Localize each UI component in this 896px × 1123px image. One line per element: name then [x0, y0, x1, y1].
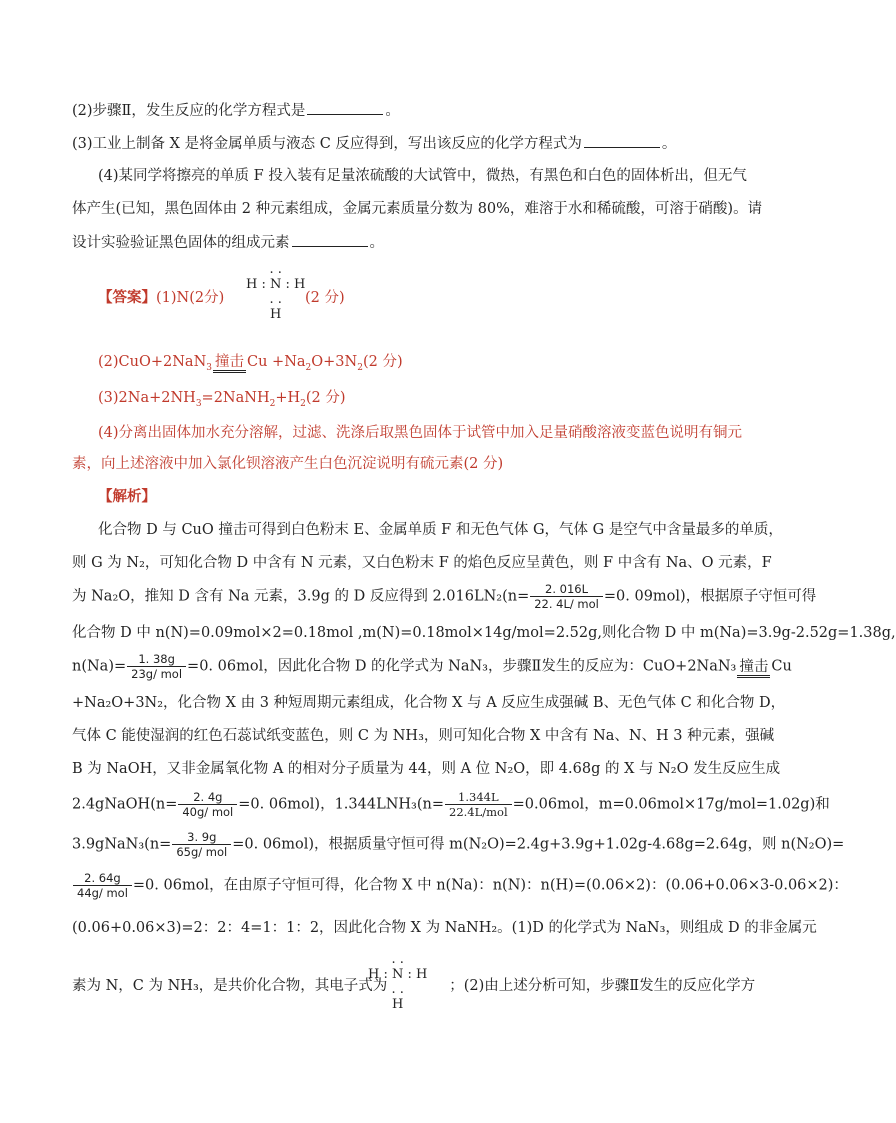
lewis-bottom-dots: . .	[391, 982, 404, 997]
question-2-text: (2)步骤Ⅱ，发生反应的化学方程式是	[72, 103, 306, 119]
fraction	[73, 871, 132, 900]
answer-1-score: (2 分)	[305, 290, 345, 306]
question-3-text: (3)工业上制备 X 是将金属单质与液态 C 反应得到，写出该反应的化学方程式为	[72, 136, 582, 152]
analysis-line-8: B 为 NaOH，又非金属氧化物 A 的相对分子质量为 44，则 A 位 N₂O，即 4.68g 的 X 与 N₂O 发生反应生成	[72, 761, 781, 777]
denominator: 22. 4L/ mol	[534, 597, 599, 611]
answer-4-line-2: 素，向上述溶液中加入氯化钡溶液产生白色沉淀说明有硫元素(2 分)	[72, 456, 504, 472]
question-4-line-3	[72, 232, 384, 253]
analysis-line-10	[72, 830, 844, 859]
numerator: 2. 4g	[178, 790, 237, 805]
analysis-line-7: 气体 C 能使湿润的红色石蕊试纸变蓝色，则 C 为 NH₃，则可知化合物 X 中含有 Na、N、H 3 种元素，强碱	[72, 728, 775, 744]
fraction	[445, 790, 512, 819]
numerator: 2. 016L	[530, 582, 603, 597]
answer-1: (1)N(2分)	[156, 290, 225, 306]
denominator: 22.4L/mol	[449, 805, 508, 819]
analysis-label: 【解析】	[98, 488, 156, 505]
electron-formula-nh3-inline	[368, 952, 427, 1012]
analysis-line-4: 化合物 D 中 n(N)=0.09mol×2=0.18mol ,m(N)=0.18mol×14g/mol=2.52g,则化合物 D 中 m(Na)=3.9g-2.52g=1.38g,	[72, 625, 896, 641]
analysis-line-11	[72, 871, 848, 900]
lewis-bottom-h: H	[392, 997, 404, 1012]
reaction-condition: 撞击	[737, 659, 770, 678]
analysis-line-5	[72, 652, 792, 681]
answer-3-a: (3)2Na+2NH	[98, 390, 196, 406]
punct: 。	[369, 235, 384, 251]
answer-blank	[584, 133, 660, 148]
text: 为 Na₂O，推知 D 含有 Na 元素，3.9g 的 D 反应得到 2.016LN₂(n=	[72, 588, 530, 605]
analysis-tag	[98, 487, 156, 507]
answer-2: (2)CuO+2NaN$_3$ 撞击 $Cu +Na_2O+3N_2(2$ 分)	[98, 354, 403, 373]
text: 3.9gNaN₃(n=	[72, 836, 172, 853]
reaction-arrow	[736, 657, 771, 678]
lewis-middle: H : N : H	[246, 277, 306, 292]
text: =0. 09mol)，根据原子守恒可得	[603, 588, 817, 605]
text: =0. 06mol，在由原子守恒可得，化合物 X 中 n(Na)：n(N)：n(H)=(0.06×2)：(0.06+0.06×3-0.06×2)：	[132, 877, 848, 894]
fraction	[172, 830, 231, 859]
fraction	[178, 790, 237, 819]
reaction-arrow	[212, 352, 247, 373]
analysis-line-2: 则 G 为 N₂，可知化合物 D 中含有 N 元素，又白色粉末 F 的焰色反应呈黄色，则 F 中含有 Na、O 元素，F	[72, 555, 772, 571]
question-4-text: 设计实验验证黑色固体的组成元素	[72, 235, 290, 251]
reaction-condition: 撞击	[213, 354, 246, 373]
question-4-line-1: (4)某同学将擦亮的单质 F 投入装有足量浓硫酸的大试管中，微热，有黑色和白色的固体析出，但无气	[98, 168, 747, 184]
text: =0. 06mol，因此化合物 D 的化学式为 NaN₃，步骤Ⅱ发生的反应为：CuO+2NaN₃	[187, 658, 737, 675]
answer-blank	[307, 100, 383, 115]
electron-formula-nh3	[246, 262, 305, 322]
text: =0. 06mol)，1.344LNH₃(n=	[238, 796, 445, 813]
numerator: 1. 38g	[127, 652, 186, 667]
analysis-line-3	[72, 582, 816, 611]
text: 素为 N，C 为 NH₃，是共价化合物，其电子式为	[72, 978, 388, 994]
question-2	[72, 100, 400, 121]
denominator: 65g/ mol	[176, 845, 228, 859]
answer-tag: 【答案】	[98, 289, 156, 306]
analysis-line-6: +Na₂O+3N₂，化合物 X 由 3 种短周期元素组成，化合物 X 与 A 反应生成强碱 B、无色气体 C 和化合物 D，	[72, 695, 786, 711]
question-4-line-2: 体产生(已知，黑色固体由 2 种元素组成，金属元素质量分数为 80%，难溶于水和稀硫酸，可溶于硝酸)。请	[72, 201, 763, 217]
text: =0.06mol，m=0.06mol×17g/mol=1.02g)和	[512, 796, 830, 813]
analysis-line-1: 化合物 D 与 CuO 撞击可得到白色粉末 E、金属单质 F 和无色气体 G，气体 G 是空气中含量最多的单质，	[98, 522, 783, 538]
fraction	[530, 582, 603, 611]
analysis-line-9	[72, 790, 830, 819]
lewis-top-dots: . .	[391, 952, 404, 967]
numerator: 1.344L	[445, 790, 512, 805]
answer-3-score: (2 分)	[305, 390, 346, 406]
denominator: 23g/ mol	[131, 667, 183, 681]
answer-4-line-1: (4)分离出固体加水充分溶解，过滤、洗涤后取黑色固体于试管中加入足量硝酸溶液变蓝色说明有铜元	[98, 425, 743, 441]
lewis-top-dots: . .	[269, 262, 282, 277]
text: 2.4gNaOH(n=	[72, 796, 178, 813]
lewis-middle: H : N : H	[368, 967, 428, 982]
text: Cu	[771, 658, 792, 675]
text: n(Na)=	[72, 658, 127, 675]
answer-3-b: =2NaNH	[201, 390, 270, 406]
answer-2-score: (2 分)	[362, 354, 403, 370]
answer-2-products: Cu +Na	[247, 354, 306, 370]
numerator: 3. 9g	[172, 830, 231, 845]
punct: 。	[385, 103, 400, 119]
text: =0. 06mol)，根据质量守恒可得 m(N₂O)=2.4g+3.9g+1.02g-4.68g=2.64g，则 n(N₂O)=	[232, 836, 845, 853]
question-3	[72, 133, 676, 154]
answer-3: $(3)2Na+2NH_3=2NaNH_2+H_2(2$ 分)	[98, 390, 346, 409]
text: ；(2)由上述分析可知，步骤Ⅱ发生的反应化学方	[449, 978, 756, 994]
lewis-bottom-h: H	[270, 307, 282, 322]
denominator: 44g/ mol	[77, 886, 128, 900]
numerator: 2. 64g	[73, 871, 132, 886]
answer-2-reactants: (2)CuO+2NaN	[98, 354, 207, 370]
fraction	[127, 652, 186, 681]
denominator: 40g/ mol	[182, 805, 234, 819]
answer-blank	[292, 232, 368, 247]
analysis-line-12: (0.06+0.06×3)=2：2：4=1：1：2，因此化合物 X 为 NaNH₂。(1)D 的化学式为 NaN₃，则组成 D 的非金属元	[72, 920, 817, 936]
lewis-bottom-dots: . .	[269, 292, 282, 307]
punct: 。	[661, 136, 677, 152]
answer-line-1	[98, 288, 224, 308]
answer-3-c: +H	[275, 390, 301, 406]
